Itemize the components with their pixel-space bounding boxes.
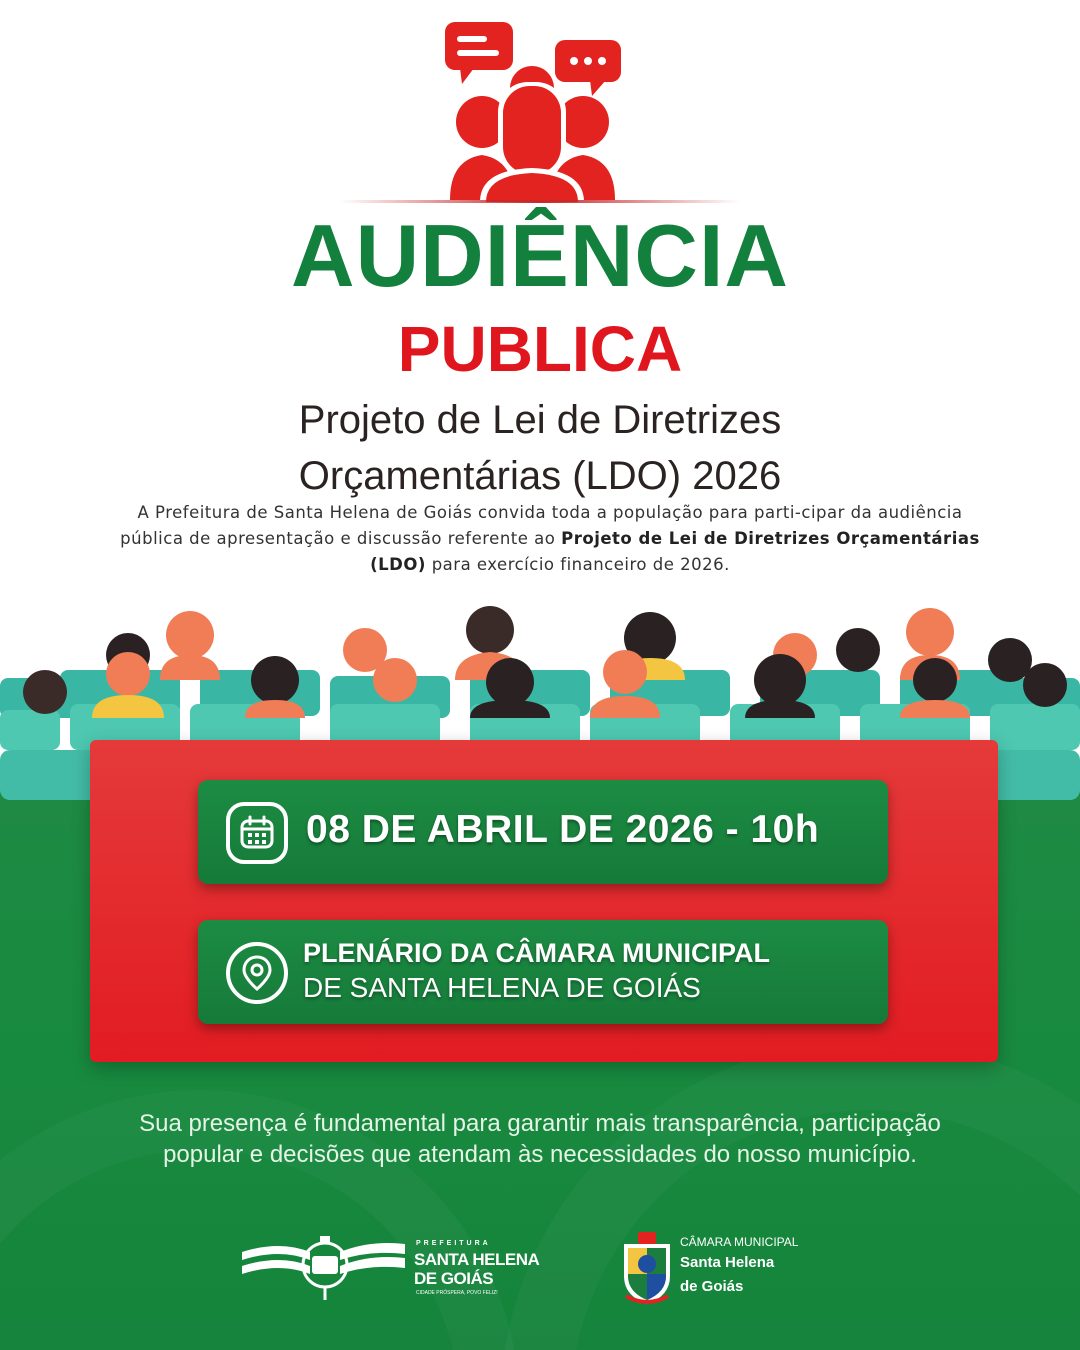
footer-message (60, 1108, 1020, 1170)
prefeitura-name-line2: DE GOIÁS (414, 1269, 494, 1288)
prefeitura-label: PREFEITURA (416, 1240, 491, 1247)
location-box (198, 920, 888, 1024)
page-title: AUDIÊNCIA (291, 206, 789, 305)
project-title-line2: Orçamentárias (LDO) 2026 (298, 454, 782, 498)
camara-name (680, 1251, 820, 1299)
prefeitura-tagline: CIDADE PRÓSPERA, POVO FELIZ! (416, 1290, 498, 1296)
prefeitura-logo-icon (240, 1232, 410, 1302)
intro-paragraph (120, 500, 980, 578)
event-place-line2: DE SANTA HELENA DE GOIÁS (303, 972, 701, 1003)
title-divider (340, 200, 740, 203)
event-date: 08 DE ABRIL DE 2026 - 10h (306, 808, 820, 851)
intro-bold: Projeto de Lei de Diretrizes Orçamentárias (LDO) (370, 529, 980, 574)
event-place-line1: PLENÁRIO DA CÂMARA MUNICIPAL (303, 938, 770, 968)
location-pin-icon (226, 942, 288, 1004)
camara-name-line2: de Goiás (680, 1278, 744, 1295)
camara-seal-icon (620, 1230, 674, 1306)
prefeitura-name-line1: SANTA HELENA (414, 1250, 540, 1269)
calendar-icon (226, 802, 288, 864)
intro-text-2: para exercício financeiro de 2026. (425, 555, 730, 574)
prefeitura-name (414, 1250, 564, 1288)
intro-text-1: A Prefeitura de Santa Helena de Goiás convida toda a população para parti-cipar da audiência pública de apresentação e discussão referente ao (120, 503, 963, 548)
date-box (198, 780, 888, 884)
camara-name-line1: Santa Helena (680, 1254, 775, 1271)
page-subtitle: PUBLICA (397, 313, 683, 385)
audience-speaker-icon (440, 20, 625, 205)
footer-message-line2: popular e decisões que atendam às necessidades do nosso município. (163, 1141, 917, 1168)
camara-label: CÂMARA MUNICIPAL (680, 1235, 799, 1249)
footer-message-line1: Sua presença é fundamental para garantir mais transparência, participação (139, 1110, 941, 1137)
project-title-line1: Projeto de Lei de Diretrizes (298, 398, 782, 442)
project-title (0, 392, 1080, 504)
